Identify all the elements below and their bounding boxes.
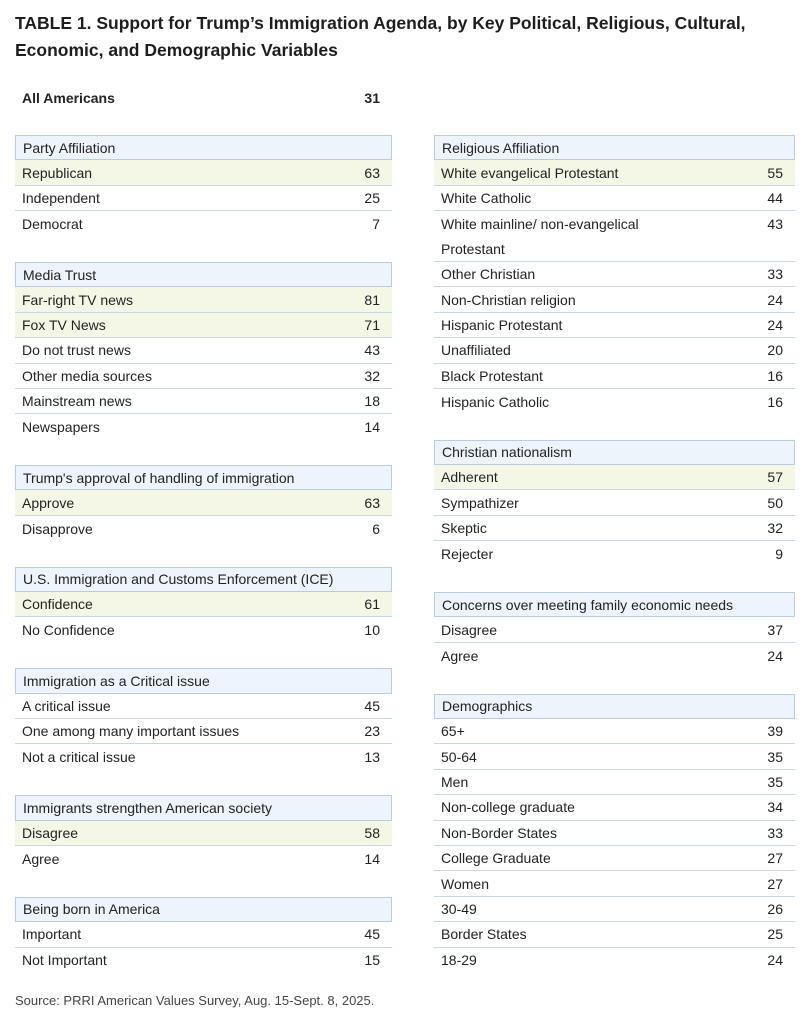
table-row <box>15 846 392 871</box>
row-value: 43 <box>364 342 380 359</box>
row-value: 23 <box>364 723 380 740</box>
row-value: 37 <box>767 621 783 638</box>
table-row <box>15 821 392 846</box>
row-label: White Catholic <box>441 189 532 206</box>
row-value: 39 <box>767 723 783 740</box>
table-row <box>434 490 795 515</box>
row-label: Hispanic Protestant <box>441 316 563 333</box>
row-value: 27 <box>767 850 783 867</box>
row-value: 35 <box>767 748 783 765</box>
section-media-trust <box>15 262 392 440</box>
row-label: Black Protestant <box>441 367 543 384</box>
table-row <box>15 694 392 719</box>
table-row <box>434 237 795 262</box>
row-value: 33 <box>767 266 783 283</box>
section-concerns-over-meeting-family-economic-needs <box>434 592 795 668</box>
section-trump-s-approval-of-handling-of-immigration <box>15 465 392 541</box>
table-row <box>434 770 795 795</box>
row-label: College Graduate <box>441 850 551 867</box>
row-value: 14 <box>364 418 380 435</box>
row-label: Rejecter <box>441 545 494 562</box>
table-row <box>15 414 392 439</box>
row-value: 32 <box>364 367 380 384</box>
row-value: 18 <box>364 393 380 410</box>
section-immigrants-strengthen-american-society <box>15 795 392 871</box>
table-row <box>15 490 392 515</box>
row-value: 15 <box>364 952 380 969</box>
row-value: 71 <box>364 316 380 333</box>
row-value: 6 <box>372 520 380 537</box>
table-row <box>15 592 392 617</box>
row-value: 24 <box>767 316 783 333</box>
row-value: 9 <box>775 545 783 562</box>
row-label: Border States <box>441 926 527 943</box>
section-header: Demographics <box>434 694 795 719</box>
row-label: Important <box>22 926 82 943</box>
table-row <box>434 897 795 922</box>
row-value: 61 <box>364 596 380 613</box>
table-row <box>434 516 795 541</box>
row-label: 18-29 <box>441 952 477 969</box>
row-label: 65+ <box>441 723 465 740</box>
table-row <box>15 719 392 744</box>
row-label: Women <box>441 875 489 892</box>
row-label: Non-Christian religion <box>441 291 576 308</box>
section-header: Immigration as a Critical issue <box>15 668 392 693</box>
row-label: A critical issue <box>22 697 111 714</box>
row-value: 33 <box>767 824 783 841</box>
row-label: Skeptic <box>441 520 487 537</box>
row-label: Fox TV News <box>22 316 106 333</box>
row-value: 45 <box>364 926 380 943</box>
row-label: No Confidence <box>22 622 115 639</box>
row-label: Not Important <box>22 952 107 969</box>
row-label: Confidence <box>22 596 93 613</box>
section-header: Religious Affiliation <box>434 135 795 160</box>
table-row <box>434 617 795 642</box>
row-label: Mainstream news <box>22 393 132 410</box>
section-header: Concerns over meeting family economic needs <box>434 592 795 617</box>
table-row <box>434 186 795 211</box>
row-label: Democrat <box>22 215 83 232</box>
table-row <box>434 262 795 287</box>
row-label: Other media sources <box>22 367 152 384</box>
row-label: 30-49 <box>441 900 477 917</box>
row-label: Non-college graduate <box>441 799 575 816</box>
row-label: White evangelical Protestant <box>441 164 619 181</box>
table-row <box>434 338 795 363</box>
row-value: 34 <box>767 799 783 816</box>
table-row <box>434 922 795 947</box>
section-u-s-immigration-and-customs-enforcement-ice <box>15 567 392 643</box>
row-label: Agree <box>441 647 479 664</box>
row-value: 13 <box>364 749 380 766</box>
section-religious-affiliation <box>434 135 795 414</box>
row-value: 35 <box>767 773 783 790</box>
section-christian-nationalism <box>434 440 795 567</box>
row-label: Disagree <box>22 824 79 841</box>
table-row <box>15 287 392 312</box>
row-label: Newspapers <box>22 418 100 435</box>
row-value: 16 <box>767 367 783 384</box>
row-label: Disapprove <box>22 520 93 537</box>
row-label: White mainline/ non-evangelical <box>441 215 639 232</box>
section-header: Party Affiliation <box>15 135 392 160</box>
row-value: 50 <box>767 494 783 511</box>
all-americans-label: All Americans <box>22 89 115 106</box>
row-label: Non-Border States <box>441 824 557 841</box>
row-value: 45 <box>364 697 380 714</box>
table-row <box>434 871 795 896</box>
row-value: 10 <box>364 622 380 639</box>
row-value: 44 <box>767 189 783 206</box>
table-row <box>15 744 392 769</box>
table-row <box>434 643 795 668</box>
row-value: 32 <box>767 520 783 537</box>
row-value: 20 <box>767 342 783 359</box>
table-row <box>15 338 392 363</box>
table-row <box>434 465 795 490</box>
row-value: 43 <box>767 215 783 232</box>
table-row <box>15 948 392 973</box>
section-immigration-as-a-critical-issue <box>15 668 392 770</box>
row-label: Protestant <box>441 240 505 257</box>
table-row <box>15 186 392 211</box>
row-value: 26 <box>767 900 783 917</box>
all-americans-row <box>15 85 392 110</box>
row-value: 16 <box>767 393 783 410</box>
source-note: Source: PRRI American Values Survey, Aug. 15-Sept. 8, 2025. <box>15 993 375 1008</box>
row-label: Agree <box>22 850 60 867</box>
left-column <box>15 135 392 998</box>
section-header: Christian nationalism <box>434 440 795 465</box>
row-label: Approve <box>22 494 75 511</box>
table-row <box>15 389 392 414</box>
row-label: Republican <box>22 164 93 181</box>
section-party-affiliation <box>15 135 392 237</box>
table-row <box>434 744 795 769</box>
table-row <box>15 364 392 389</box>
section-header: U.S. Immigration and Customs Enforcement (ICE) <box>15 567 392 592</box>
table-row <box>434 160 795 185</box>
table-row <box>434 313 795 338</box>
section-demographics <box>434 694 795 973</box>
row-label: Unaffiliated <box>441 342 511 359</box>
row-label: One among many important issues <box>22 723 240 740</box>
row-label: Hispanic Catholic <box>441 393 550 410</box>
row-label: 50-64 <box>441 748 477 765</box>
row-label: Do not trust news <box>22 342 131 359</box>
row-value: 27 <box>767 875 783 892</box>
table-row <box>15 313 392 338</box>
table-row <box>434 364 795 389</box>
table-row <box>434 846 795 871</box>
row-value: 14 <box>364 850 380 867</box>
row-label: Disagree <box>441 621 498 638</box>
row-label: Adherent <box>441 469 498 486</box>
row-label: Not a critical issue <box>22 749 136 766</box>
table-row <box>434 211 795 236</box>
row-value: 81 <box>364 291 380 308</box>
row-value: 63 <box>364 494 380 511</box>
table-row <box>434 541 795 566</box>
all-americans-value: 31 <box>364 89 380 106</box>
table-row <box>15 617 392 642</box>
row-value: 24 <box>767 291 783 308</box>
section-header: Being born in America <box>15 897 392 922</box>
table-row <box>434 719 795 744</box>
table-row <box>434 821 795 846</box>
row-value: 58 <box>364 824 380 841</box>
row-value: 55 <box>767 164 783 181</box>
section-header: Trump's approval of handling of immigration <box>15 465 392 490</box>
right-column <box>434 135 795 998</box>
row-value: 57 <box>767 469 783 486</box>
section-header: Immigrants strengthen American society <box>15 795 392 820</box>
row-label: Far-right TV news <box>22 291 133 308</box>
row-value: 63 <box>364 164 380 181</box>
table-row <box>434 287 795 312</box>
table-row <box>434 948 795 973</box>
row-value: 25 <box>767 926 783 943</box>
row-label: Independent <box>22 189 100 206</box>
row-value: 24 <box>767 647 783 664</box>
row-value: 7 <box>372 215 380 232</box>
row-value: 24 <box>767 952 783 969</box>
row-value: 25 <box>364 189 380 206</box>
table-row <box>15 922 392 947</box>
table-row <box>434 389 795 414</box>
table-row <box>15 160 392 185</box>
row-label: Other Christian <box>441 266 536 283</box>
section-header: Media Trust <box>15 262 392 287</box>
table-row <box>434 795 795 820</box>
row-label: Men <box>441 773 469 790</box>
row-label: Sympathizer <box>441 494 519 511</box>
section-being-born-in-america <box>15 897 392 973</box>
table-row <box>15 211 392 236</box>
table-row <box>15 516 392 541</box>
table-title: TABLE 1. Support for Trump’s Immigration Agenda, by Key Political, Religious, Cultural, Economic, and Demographic Variables <box>15 13 746 60</box>
